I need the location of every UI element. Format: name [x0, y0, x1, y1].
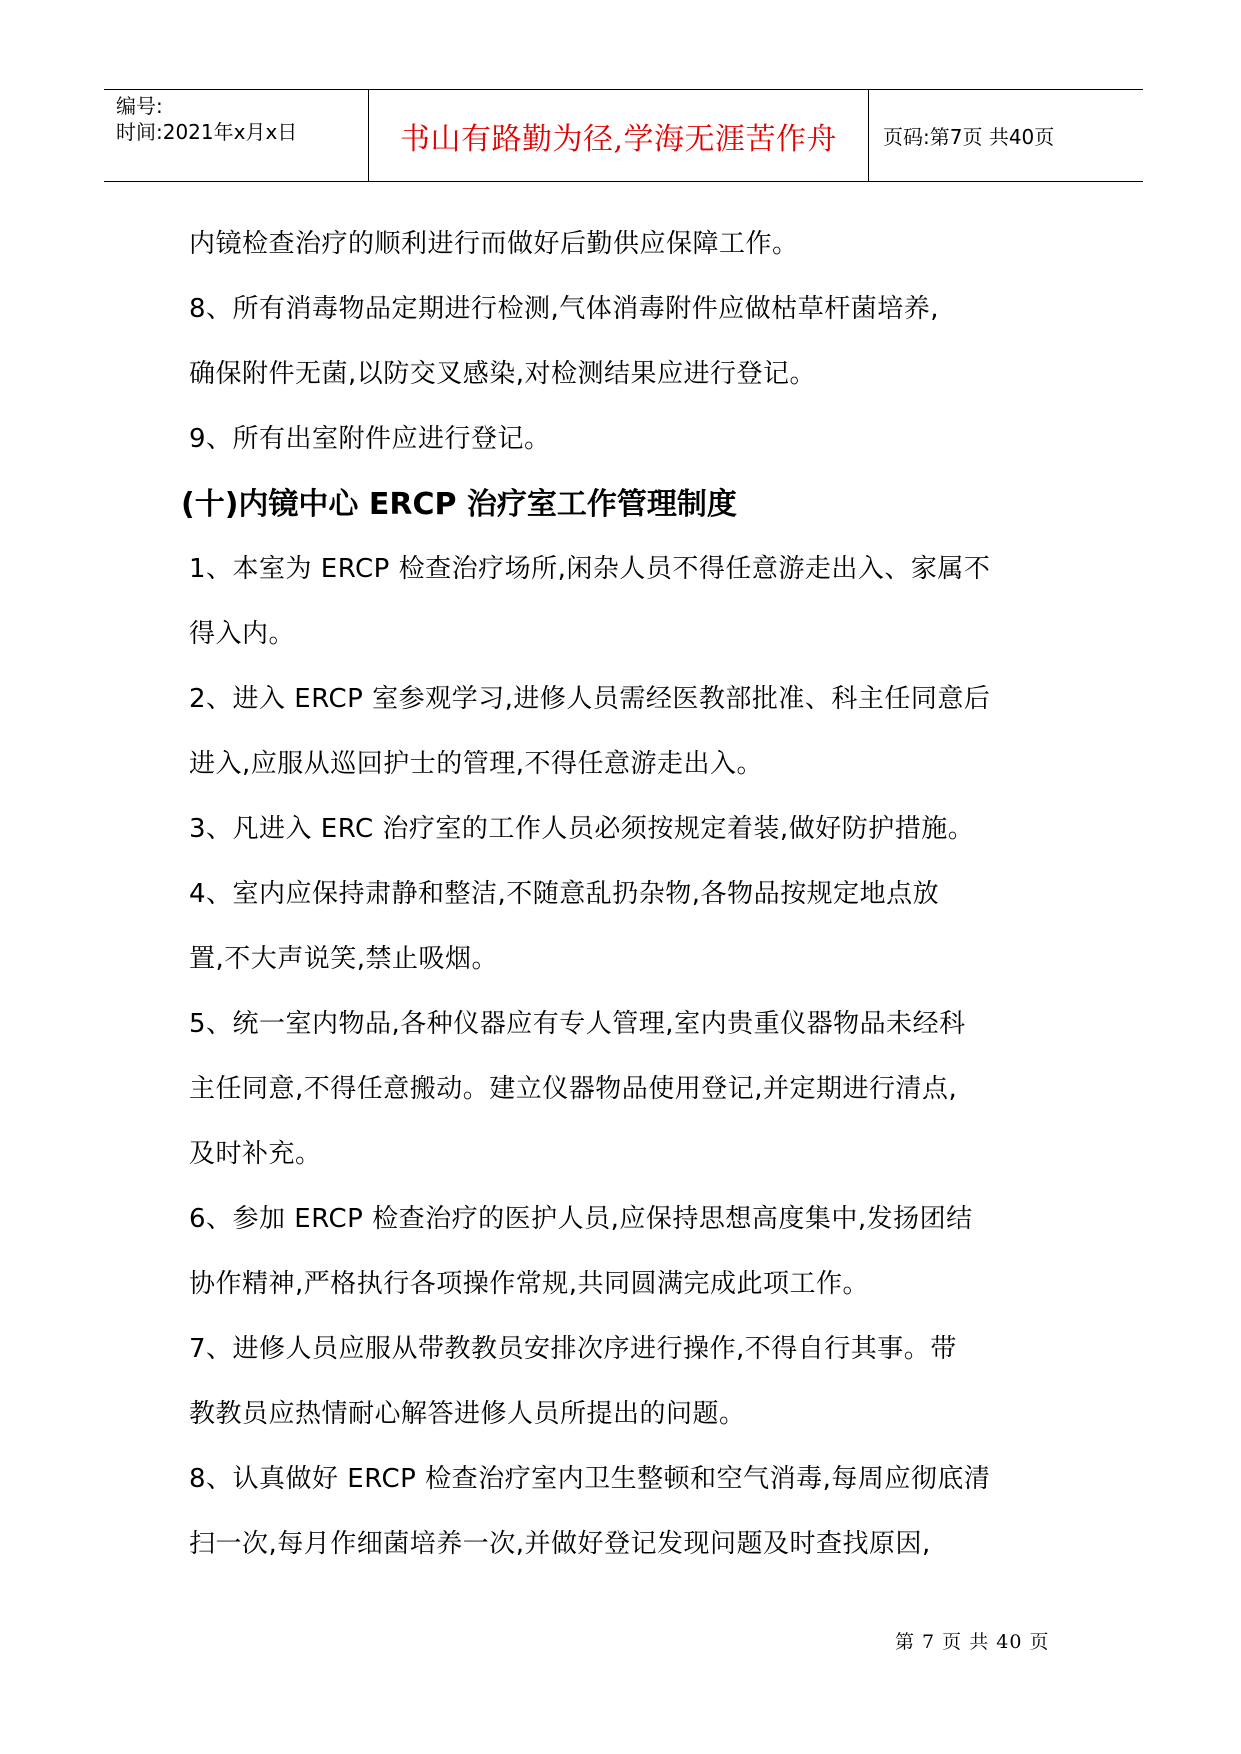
body-line: 8、所有消毒物品定期进行检测,气体消毒附件应做枯草杆菌培养,	[189, 294, 940, 324]
section-line: 进入,应服从巡回护士的管理,不得任意游走出入。	[189, 749, 764, 779]
section-heading: (十)内镜中心 ERCP 治疗室工作管理制度	[181, 487, 737, 522]
section-line: 及时补充。	[189, 1139, 322, 1169]
page-number-label: 页码:第7页 共40页	[883, 125, 1055, 149]
serial-number-label: 编号:	[116, 94, 163, 118]
section-line: 主任同意,不得任意搬动。建立仪器物品使用登记,并定期进行清点,	[189, 1074, 958, 1104]
date-label: 时间:2021年x月x日	[116, 120, 298, 144]
body-line: 内镜检查治疗的顺利进行而做好后勤供应保障工作。	[189, 229, 799, 259]
section-line: 教教员应热情耐心解答进修人员所提出的问题。	[189, 1399, 746, 1429]
section-line: 8、认真做好 ERCP 检查治疗室内卫生整顿和空气消毒,每周应彻底清	[189, 1464, 991, 1494]
section-line: 3、凡进入 ERC 治疗室的工作人员必须按规定着装,做好防护措施。	[189, 814, 975, 844]
section-line: 协作精神,严格执行各项操作常规,共同圆满完成此项工作。	[189, 1269, 870, 1299]
section-line: 得入内。	[189, 619, 296, 649]
section-line: 6、参加 ERCP 检查治疗的医护人员,应保持思想高度集中,发扬团结	[189, 1204, 973, 1234]
section-line: 5、统一室内物品,各种仪器应有专人管理,室内贵重仪器物品未经科	[189, 1009, 966, 1039]
section-line: 4、室内应保持肃静和整洁,不随意乱扔杂物,各物品按规定地点放	[189, 879, 940, 909]
header-page-cell	[869, 90, 1143, 181]
section-line: 置,不大声说笑,禁止吸烟。	[189, 944, 499, 974]
document-header	[104, 89, 1143, 182]
motto-text: 书山有路勤为径,学海无涯苦作舟	[399, 121, 838, 157]
section-line: 2、进入 ERCP 室参观学习,进修人员需经医教部批准、科主任同意后	[189, 684, 991, 714]
header-motto-cell	[369, 90, 869, 181]
body-line: 9、所有出室附件应进行登记。	[189, 424, 551, 454]
body-line: 确保附件无菌,以防交叉感染,对检测结果应进行登记。	[189, 359, 817, 389]
header-meta-cell	[104, 90, 369, 181]
section-line: 扫一次,每月作细菌培养一次,并做好登记发现问题及时查找原因,	[189, 1529, 931, 1559]
section-line: 1、本室为 ERCP 检查治疗场所,闲杂人员不得任意游走出入、家属不	[189, 554, 991, 584]
page-footer: 第 7 页 共 40 页	[895, 1631, 1050, 1653]
section-line: 7、进修人员应服从带教教员安排次序进行操作,不得自行其事。带	[189, 1334, 957, 1364]
document-body	[181, 212, 1089, 1577]
